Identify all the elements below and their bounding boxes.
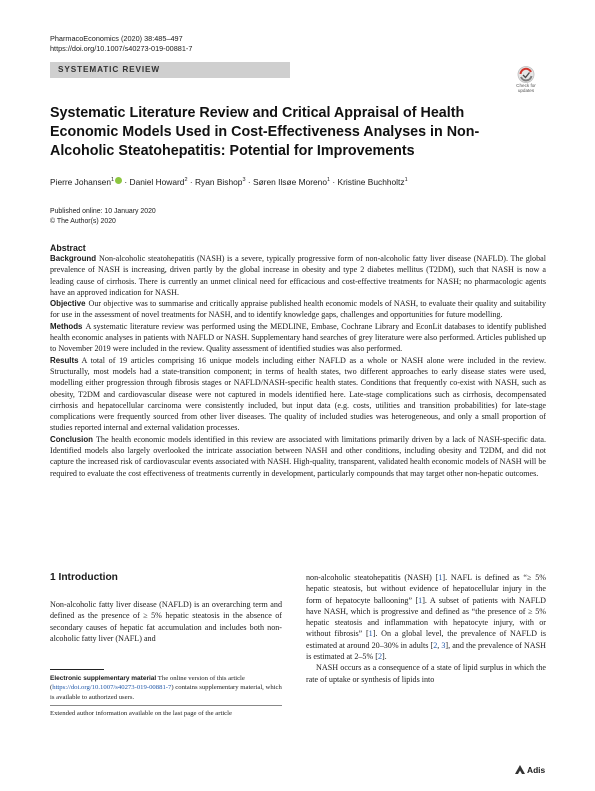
supplementary-material-note (50, 674, 282, 702)
footnote-divider (50, 705, 282, 706)
abstract-heading: Abstract (50, 243, 86, 253)
text-run: ]. A subset of patients with NAFLD have NASH, which is progressive and defined as “the presence of ≥ 5% hepatic steatosis and inflammation with hepatocyte injury, with or without fibrosis” [ (306, 595, 546, 639)
objective-label: Objective (50, 299, 86, 309)
author-name[interactable]: Ryan Bishop (194, 177, 243, 187)
text-run: , (437, 640, 442, 650)
background-label: Background (50, 254, 97, 263)
esm-doi-link[interactable]: https://doi.org/10.1007/s40273-019-00881-7 (52, 684, 172, 692)
publisher-logo (515, 765, 545, 775)
conclusion-label: Conclusion (50, 434, 93, 444)
methods-text: A systematic literature review was performed using the MEDLINE, Embase, Cochrane Library and EconLit databases to identify published health economic analyses in patients with NAFLD or NASH. Supplementary hand searches of grey literature were also performed. Articles published up to November 2019 were included in the review. Quality assessment of identified studies was also performed. (50, 321, 546, 354)
article-title: Systematic Literature Review and Critical Appraisal of Health Economic Models Used in Cost-Effectiveness Analyses in Non-Alcoholic Steatohepatitis: Potential for Improvements (50, 105, 480, 159)
introduction-paragraph: Non-alcoholic fatty liver disease (NAFLD) is an overarching term and defined as the presence of ≥ 5% hepatic steatosis in the absence of secondary causes of hepatic fat accumulation and includes both non-alcoholic fatty liver (NAFL) and (50, 600, 282, 643)
introduction-paragraph (306, 572, 546, 662)
introduction-heading: 1 Introduction (50, 572, 118, 583)
background-text: Non-alcoholic steatohepatitis (NASH) is a severe, typically progressive form of non-alcoholic fatty liver disease (NAFLD). The global prevalence of NASH is increasing, driven partly by the global increase in obesity and type 2 diabetes mellitus (T2DM), such that NASH is now a leading cause of cirrhosis. There is currently an unmet clinical need for efficacious and cost-effective treatments for NASH; no pharmacologic agents have an approved indication for NASH. (50, 254, 546, 297)
check-for-updates-badge[interactable] (512, 66, 540, 96)
abstract-methods (50, 321, 546, 355)
section-bar (50, 62, 290, 78)
affiliation-mark: 1 (404, 177, 408, 184)
citation-link[interactable]: 1 (418, 595, 423, 605)
results-text: A total of 19 articles comprising 16 unique models including either NAFLD as a whole or NASH alone were included in the review. Structurally, most models had a state-transition component; in terms of health states, two different approaches to early disease states were used, modelling either progression through fibrosis stages or NAFLD/NASH-specific health states. Conditions that frequently co-exist with NASH, such as obesity, T2DM and cardiovascular disease were not captured in models identified here. Late-stage complications such as cirrhosis, decompensated cirrhosis and hepatocellular carcinoma were consistently included, but input data (e.g. costs, utilities and transition probabilities) for late-stage complications were frequently sourced from other liver diseases. The quality of included studies was heterogeneous, and only a small proportion of studies reported internal and external validation processes. (50, 355, 546, 433)
author-list (50, 177, 408, 187)
abstract-body (50, 253, 546, 479)
text-run: non-alcoholic steatohepatitis (NASH) [ (306, 573, 439, 582)
adis-logo-icon (515, 765, 525, 774)
conclusion-text: The health economic models identified in this review are associated with limitations primarily driven by a lack of NASH-specific data. Identified models also largely overlooked the intricate association between NASH and other conditions, including obesity and T2DM, and did not capture the increased risk of cardiovascular events associated with NASH. High-quality, transparent, validated health economic models of NASH will be required to evaluate the cost effectiveness of treatments currently in development, particularly compounds that may target other non-hepatic outcomes. (50, 434, 546, 478)
journal-line: PharmacoEconomics (2020) 38:485–497 (50, 34, 183, 43)
publisher-name: Adis (527, 765, 546, 775)
section-label: SYSTEMATIC REVIEW (58, 65, 161, 74)
footnote-divider (50, 669, 104, 670)
text-run: ]. (381, 652, 387, 662)
doi-line[interactable]: https://doi.org/10.1007/s40273-019-00881-7 (50, 44, 193, 53)
right-column-text (306, 572, 546, 685)
published-date: Published online: 10 January 2020 (50, 208, 156, 215)
text-run: ]. On a global level, the prevalence of NAFLD is estimated at around 20–30% in adults [ (306, 629, 546, 650)
esm-text: The online version of this article ( (50, 675, 245, 692)
abstract-background (50, 253, 546, 298)
affiliation-mark: 3 (242, 177, 246, 184)
check-for-updates-icon (512, 66, 540, 84)
text-run: ]. NAFL is defined as “≥ 5% hepatic steatosis, but without evidence of hepatocellular injury in the form of hepatocyte ballooning” [ (306, 573, 546, 605)
citation-link[interactable]: 2 (377, 652, 382, 662)
objective-text: Our objective was to summarise and critically appraise published health economic models of NASH, to evaluate their quality and suitability for use in the assessment of novel treatments for NASH, and to identify knowledge gaps, challenges and opportunities for future modelling. (50, 299, 546, 320)
methods-label: Methods (50, 321, 83, 331)
esm-text: ) contains supplementary material, which is available to authorized users. (50, 684, 282, 701)
abstract-results (50, 355, 546, 434)
author-name[interactable]: Daniel Howard (129, 177, 185, 187)
journal-citation (50, 34, 192, 54)
author-name[interactable]: Pierre Johansen (50, 177, 111, 187)
introduction-paragraph: NASH occurs as a consequence of a state of lipid surplus in which the rate of uptake or synthesis of lipids into (306, 663, 546, 684)
author-separator: · (187, 177, 195, 187)
affiliation-mark: 1 (111, 177, 115, 184)
citation-link[interactable]: 1 (368, 629, 373, 639)
abstract-conclusion (50, 434, 546, 479)
text-run: ], and the prevalence of NASH is estimated at 2–5% [ (306, 640, 546, 662)
author-separator: · (330, 177, 338, 187)
copyright: © The Author(s) 2020 (50, 217, 116, 225)
esm-label: Electronic supplementary material (50, 675, 157, 682)
abstract-objective (50, 298, 546, 321)
author-name[interactable]: Søren Ilsøe Moreno (252, 177, 327, 187)
publication-info (50, 207, 156, 226)
check-for-updates-label: Check for updates (516, 83, 536, 93)
extended-author-note: Extended author information available on the last page of the article (50, 710, 232, 717)
author-name[interactable]: Kristine Buchholtz (337, 177, 405, 187)
citation-link[interactable]: 1 (438, 573, 443, 582)
results-label: Results (50, 355, 79, 365)
affiliation-mark: 2 (184, 177, 188, 184)
affiliation-mark: 1 (327, 177, 331, 184)
citation-link[interactable]: 2 (433, 640, 438, 650)
author-separator: · (122, 177, 130, 187)
author-separator: · (245, 177, 253, 187)
citation-link[interactable]: 3 (441, 640, 446, 650)
orcid-icon[interactable] (115, 177, 122, 184)
